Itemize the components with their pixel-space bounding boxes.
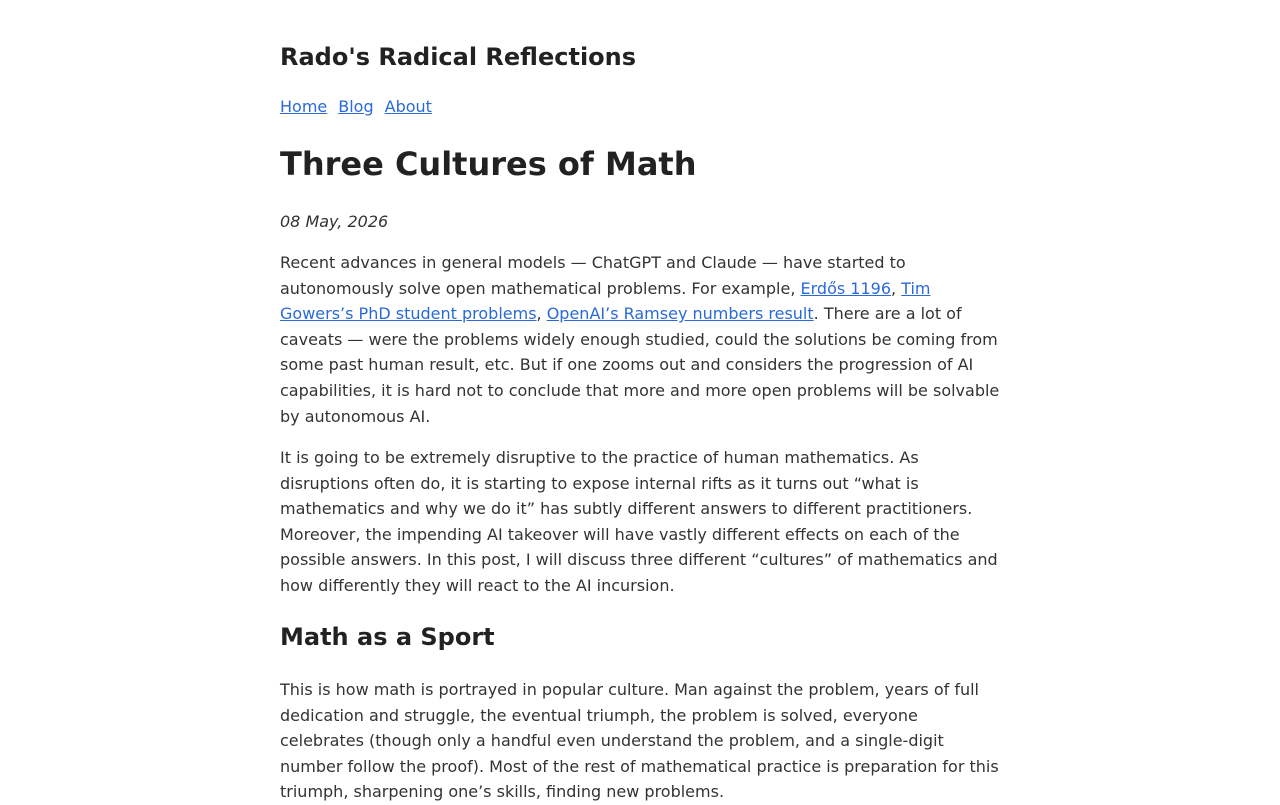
intro-paragraph <box>280 250 1000 429</box>
intro-text-2: , <box>891 278 902 298</box>
gowers-problems-link[interactable]: Tim Gowers’s PhD student problems <box>280 278 931 324</box>
nav-about-link[interactable]: About <box>384 97 432 116</box>
intro-text-1: Recent advances in general models — ChatGPT and Claude — have started to autonomously solve open mathematical problems. For example, <box>280 253 906 298</box>
post-title: Three Cultures of Math <box>280 145 697 183</box>
section-heading-sport: Math as a Sport <box>280 623 495 651</box>
nav-home-link[interactable]: Home <box>280 97 328 116</box>
main-nav <box>280 97 443 117</box>
intro-text-4: . There are a lot of caveats — were the problems widely enough studied, could the solutions be coming from some past human result, etc. But if one zooms out and considers the progression of AI capabilities, it is hard not to conclude that more and more open problems will be solvable by autonomous AI. <box>280 304 1000 426</box>
erdos-1196-link[interactable]: Erdős 1196 <box>800 278 891 298</box>
post-date: 08 May, 2026 <box>280 212 389 231</box>
site-title: Rado's Radical Reflections <box>280 43 637 71</box>
nav-blog-link[interactable]: Blog <box>338 97 374 116</box>
disruption-paragraph: It is going to be extremely disruptive to the practice of human mathematics. As disruptions often do, it is starting to expose internal rifts as it turns out “what is mathematics and why we do it” has subtly different answers to different practitioners. Moreover, the impending AI takeover will have vastly different effects on each of the possible answers. In this post, I will discuss three different “cultures” of mathematics and how differently they will react to the AI incursion. <box>280 448 998 595</box>
intro-text-3: , <box>536 304 547 324</box>
sport-paragraph: This is how math is portrayed in popular culture. Man against the problem, years of full dedication and struggle, the eventual triumph, the problem is solved, everyone celebrates (though only a handful even understand the problem, and a single-digit number follow the proof). Most of the rest of mathematical practice is preparation for this triumph, sharpening one’s skills, finding new problems. <box>280 680 999 802</box>
ramsey-result-link[interactable]: OpenAI’s Ramsey numbers result <box>546 304 814 324</box>
